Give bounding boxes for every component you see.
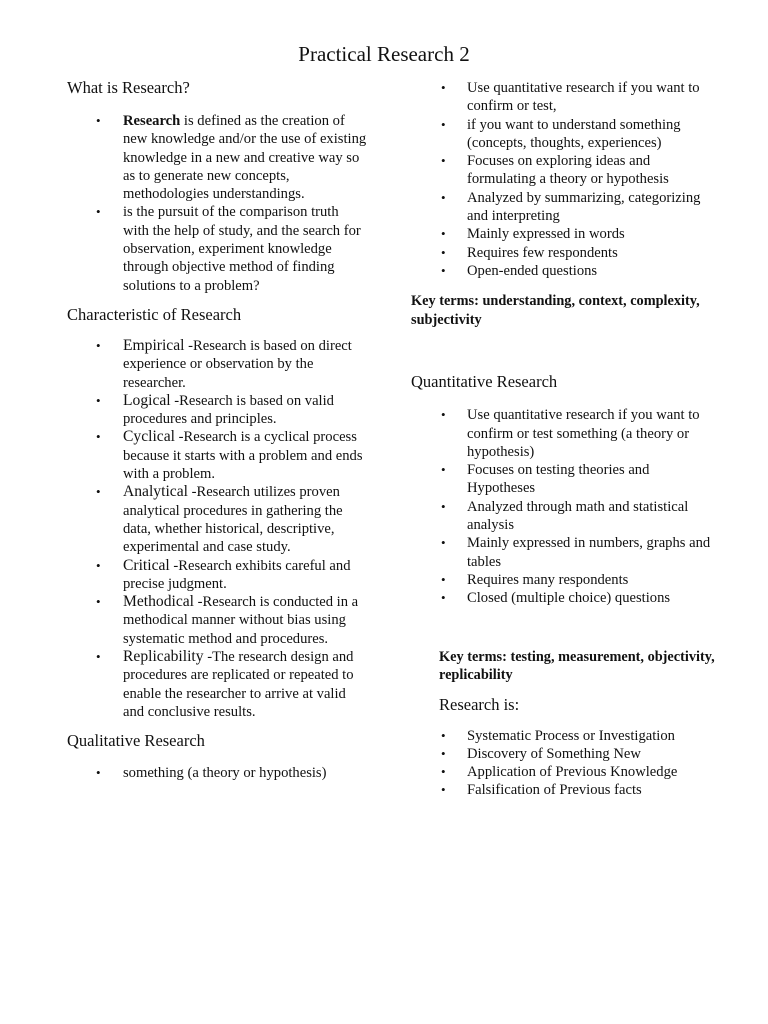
item-text: -Research utilizes proven analytical procedures in gathering the data, whether historical, descriptive, experimental and case study. xyxy=(123,484,343,556)
qualitative-list-right xyxy=(411,79,711,280)
bullet-icon: • xyxy=(96,392,101,408)
item-text: Use quantitative research if you want to confirm or test, xyxy=(467,80,700,115)
item-text: Requires many respondents xyxy=(467,571,629,588)
bullet-icon: • xyxy=(441,189,446,205)
item-text: Discovery of Something New xyxy=(467,745,641,762)
item-text: Analyzed by summarizing, categorizing and interpreting xyxy=(467,189,701,225)
bullet-icon: • xyxy=(96,594,101,610)
list-item xyxy=(411,763,711,781)
section-heading-quantitative: Quantitative Research xyxy=(411,372,558,392)
bullet-icon: • xyxy=(96,429,101,445)
bullet-icon: • xyxy=(96,484,101,500)
list-item xyxy=(411,534,711,571)
item-text: Focuses on testing theories and Hypotheses xyxy=(467,462,650,497)
item-text: Mainly expressed in words xyxy=(467,226,625,243)
list-item xyxy=(411,406,711,461)
bullet-icon: • xyxy=(441,498,446,514)
list-item xyxy=(411,189,711,226)
bullet-icon: • xyxy=(441,571,446,587)
bullet-icon: • xyxy=(441,244,446,260)
list-item xyxy=(411,571,711,589)
list-item xyxy=(67,557,367,594)
section-heading-characteristics: Characteristic of Research xyxy=(67,304,242,324)
item-text: Application of Previous Knowledge xyxy=(467,764,678,781)
item-term: Critical xyxy=(123,556,170,574)
right-column xyxy=(411,79,715,800)
bullet-icon: • xyxy=(441,590,446,606)
bullet-icon: • xyxy=(96,113,101,128)
list-item xyxy=(411,225,711,243)
list-item xyxy=(411,262,711,280)
item-text: if you want to understand something (concepts, thoughts, experiences) xyxy=(467,116,681,151)
bullet-icon: • xyxy=(441,782,446,798)
qualitative-list-left xyxy=(67,764,367,782)
item-term: Methodical xyxy=(123,593,195,611)
research-is-list xyxy=(411,727,711,800)
qualitative-key-terms: Key terms: understanding, context, complexity, subjectivity xyxy=(411,293,700,328)
list-item xyxy=(411,244,711,262)
item-text: -Research is a cyclical process because it starts with a problem and ends with a problem. xyxy=(123,429,363,483)
item-text: -Research is conducted in a methodical manner without bias using systematic method and procedures. xyxy=(123,594,359,647)
list-item xyxy=(67,764,367,782)
item-text: Focuses on exploring ideas and formulating a theory or hypothesis xyxy=(467,153,669,188)
item-text: is defined as the creation of new knowledge and/or the use of existing knowledge in a new and creative way so as to generate new concepts, methodologies understandings. xyxy=(123,113,367,203)
bullet-icon: • xyxy=(441,535,446,551)
bullet-icon: • xyxy=(441,116,446,132)
list-item xyxy=(411,498,711,535)
quantitative-key-terms: Key terms: testing, measurement, objectivity, replicability xyxy=(439,648,715,684)
item-term: Replicability xyxy=(123,648,204,666)
item-text: Requires few respondents xyxy=(467,244,618,261)
list-item xyxy=(411,745,711,763)
bullet-icon: • xyxy=(96,557,101,573)
item-text: is the pursuit of the comparison truth with the help of study, and the search for observation, experiment knowledge through objective method of finding solutions to a problem? xyxy=(123,204,361,294)
section-heading-research-is: Research is: xyxy=(439,694,520,714)
list-item xyxy=(67,337,367,392)
list-item xyxy=(411,781,711,799)
item-term: Research xyxy=(123,113,181,129)
what-is-research-list xyxy=(67,112,367,295)
bullet-icon: • xyxy=(96,337,101,353)
item-text: -Research exhibits careful and precise judgment. xyxy=(123,557,351,592)
list-item xyxy=(411,116,711,153)
bullet-icon: • xyxy=(441,407,446,423)
list-item xyxy=(67,203,367,294)
item-text: Mainly expressed in numbers, graphs and tables xyxy=(467,535,711,570)
item-text: -Research is based on valid procedures and principles. xyxy=(123,392,334,428)
bullet-icon: • xyxy=(441,745,446,761)
section-heading-qualitative: Qualitative Research xyxy=(67,731,205,751)
list-item xyxy=(411,727,711,745)
list-item xyxy=(411,589,711,607)
item-text: -The research design and procedures are replicated or repeated to enable the researcher to arrive at valid and conclusive results. xyxy=(123,649,354,720)
list-item xyxy=(411,461,711,498)
list-item xyxy=(411,152,711,189)
list-item xyxy=(411,79,711,116)
item-text: Closed (multiple choice) questions xyxy=(467,590,671,607)
list-item xyxy=(67,483,367,556)
item-text: Analyzed through math and statistical analysis xyxy=(467,498,689,534)
bullet-icon: • xyxy=(441,226,446,242)
left-column xyxy=(67,78,367,783)
item-text: Falsification of Previous facts xyxy=(467,782,642,799)
bullet-icon: • xyxy=(441,727,446,743)
list-item xyxy=(67,593,367,648)
bullet-icon: • xyxy=(441,462,446,478)
item-term: Logical xyxy=(123,391,171,409)
list-item xyxy=(67,392,367,429)
list-item xyxy=(67,112,367,203)
bullet-icon: • xyxy=(96,765,101,781)
list-item xyxy=(67,648,367,721)
item-text: Open-ended questions xyxy=(467,262,598,279)
bullet-icon: • xyxy=(441,262,446,278)
item-term: Analytical xyxy=(123,483,188,501)
page-title: Practical Research 2 xyxy=(298,42,470,66)
bullet-icon: • xyxy=(96,649,101,665)
item-text: Use quantitative research if you want to confirm or test something (a theory or hypothesis) xyxy=(467,407,700,460)
bullet-icon: • xyxy=(96,204,101,220)
item-text: something (a theory or hypothesis) xyxy=(123,765,327,782)
bullet-icon: • xyxy=(441,153,446,169)
item-term: Empirical xyxy=(123,336,185,354)
list-item xyxy=(67,428,367,483)
bullet-icon: • xyxy=(441,764,446,780)
item-text: -Research is based on direct experience or observation by the researcher. xyxy=(123,337,352,391)
item-text: Systematic Process or Investigation xyxy=(467,727,675,744)
section-heading-what-is-research: What is Research? xyxy=(67,78,190,97)
characteristics-list xyxy=(67,337,367,721)
quantitative-list xyxy=(411,406,711,607)
bullet-icon: • xyxy=(441,80,446,95)
item-term: Cyclical xyxy=(123,428,175,446)
